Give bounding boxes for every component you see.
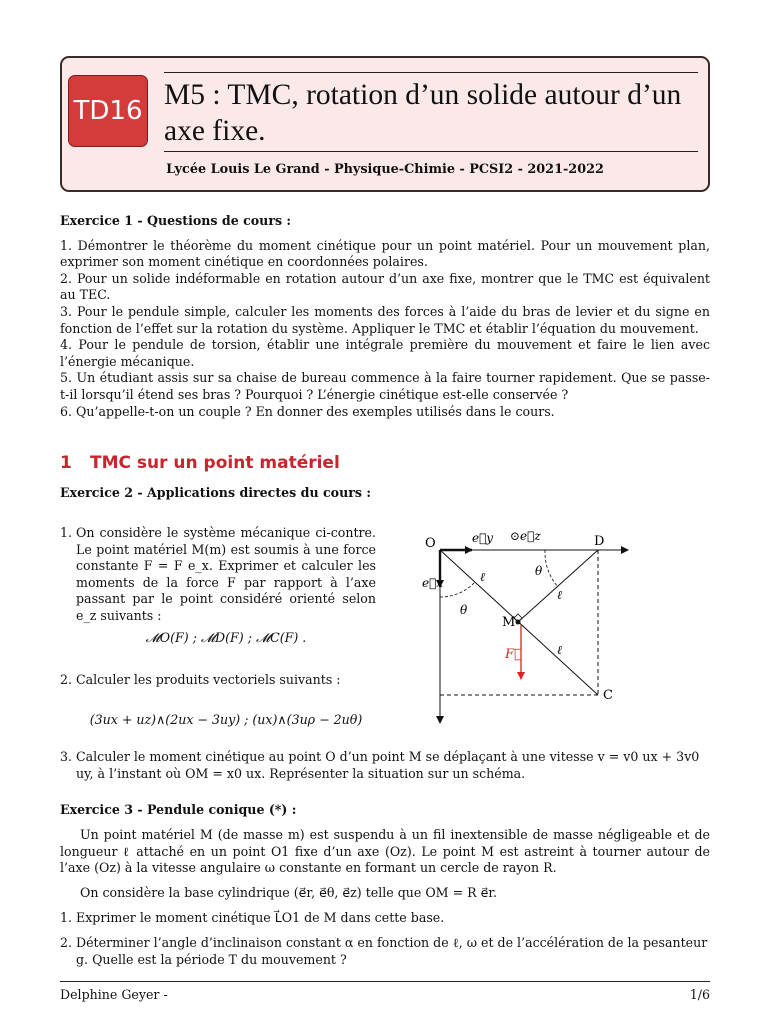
section-title: TMC sur un point matériel xyxy=(90,453,340,473)
footer-page-number: 1/6 xyxy=(689,987,710,1002)
td-badge: TD16 xyxy=(68,75,148,147)
label-ell-DM: ℓ xyxy=(557,588,562,602)
ex2-item-2-math: (3ux + uz)∧(2ux − 3uy) ; (ux)∧(3uρ − 2uθ) xyxy=(89,712,363,727)
ex2-item-3-number: 3. xyxy=(60,749,73,764)
label-ez: ⊙e⃗z xyxy=(510,529,541,543)
label-D: D xyxy=(594,534,605,549)
ex1-item: 6. Qu’appelle-t-on un couple ? En donner des exemples utilisés dans le cours. xyxy=(60,403,555,419)
ex2-item-3 xyxy=(60,749,710,782)
label-F: F⃗ xyxy=(505,647,522,662)
mechanics-figure xyxy=(410,525,640,730)
title-rule-bottom xyxy=(164,151,698,152)
ex2-item-2-number: 2. xyxy=(60,672,73,687)
label-theta-O: θ xyxy=(460,603,468,617)
title-rule-top xyxy=(164,72,698,73)
page-title: M5 : TMC, rotation d’un solide autour d’un axe fixe. xyxy=(164,79,682,147)
label-M: M xyxy=(502,615,516,630)
label-ey: e⃗y xyxy=(472,531,494,545)
ex3-item-2 xyxy=(60,935,710,968)
ex3-item-1-text: Exprimer le moment cinétique L⃗O1 de M dans cette base. xyxy=(76,910,445,925)
label-ell-OM: ℓ xyxy=(480,570,485,584)
exercise-3-para-2: On considère la base cylindrique (e⃗r, e⃗θ, e⃗z) telle que OM = R e⃗r. xyxy=(80,885,498,900)
ex1-item: 2. Pour un solide indéformable en rotation autour d’un axe fixe, montrer que le TMC est équivalent au TEC. xyxy=(60,270,710,303)
line-DM xyxy=(518,550,598,622)
ex2-item-2 xyxy=(60,672,376,689)
exercise-3-heading: Exercice 3 - Pendule conique (*) : xyxy=(60,802,297,817)
footer-rule xyxy=(60,981,710,982)
title-box xyxy=(60,56,710,192)
ex3-item-2-number: 2. xyxy=(60,935,73,950)
ex3-item-2-text: Déterminer l’angle d’inclinaison constant α en fonction de ℓ, ω et de l’accélération de la pesanteur g. Quelle est la période T du mouvement ? xyxy=(76,935,708,967)
ex1-item: 4. Pour le pendule de torsion, établir une intégrale première du mouvement et faire le lien avec l’énergie mécanique. xyxy=(60,337,710,369)
theta-arc-D xyxy=(545,550,558,587)
label-C: C xyxy=(603,688,613,703)
exercise-3-para-1: Un point matériel M (de masse m) est suspendu à un fil inextensible de masse négligeable et de longueur ℓ attaché en un point O1 fixe d’un axe (Oz). Le point M est astreint à tourner autour de l’axe (Oz) à la vitesse angulaire ω constante en formant un cercle de rayon R. xyxy=(60,827,710,876)
ex1-item: 5. Un étudiant assis sur sa chaise de bureau commence à la faire tourner rapidement. Que se passe-t-il lorsqu’il étend ses bras ? Pourquoi ? L’énergie cinétique est-elle conservée ? xyxy=(60,370,710,402)
ex2-item-1-math: 𝓜O(F) ; 𝓜D(F) ; 𝓜C(F) . xyxy=(145,630,307,645)
ex2-item-3-text: Calculer le moment cinétique au point O d’un point M se déplaçant à une vitesse v = v0 ux + 3v0 uy, à l’instant où OM = x0 ux. Représenter la situation sur un schéma. xyxy=(76,749,700,781)
exercise-2-heading-bold: Exercice 2 - Applications directes du cours : xyxy=(60,485,371,500)
ex1-item: 1. Démontrer le théorème du moment cinétique pour un point matériel. Pour un mouvement plan, exprimer son moment cinétique en coordonnées polaires. xyxy=(60,237,710,270)
footer-author: Delphine Geyer - xyxy=(60,987,168,1002)
label-ex: e⃗x xyxy=(422,576,444,590)
exercise-1-list xyxy=(60,238,710,421)
section-number: 1 xyxy=(60,453,72,473)
label-O: O xyxy=(425,536,436,551)
ex2-item-2-text: Calculer les produits vectoriels suivants : xyxy=(76,672,341,687)
page-subtitle: Lycée Louis Le Grand - Physique-Chimie - PCSI2 - 2021-2022 xyxy=(166,162,604,177)
ex2-item-1 xyxy=(60,525,376,625)
point-M xyxy=(516,620,521,625)
ex3-item-1-number: 1. xyxy=(60,910,73,925)
label-theta-D: θ xyxy=(535,564,543,578)
ex1-item: 3. Pour le pendule simple, calculer les moments des forces à l’aide du bras de levier et du signe en fonction de l’effet sur la rotation du système. Appliquer le TMC et établir l’équation du mouvement. xyxy=(60,303,710,336)
ex2-item-1-text: On considère le système mécanique ci-contre. Le point matériel M(m) est soumis à une force constante F = F e_x. Exprimer et calculer les moments de la force F par rapport à l’axe passant par le point considéré orienté selon e_z suivants : xyxy=(76,525,376,623)
exercise-1 xyxy=(60,213,710,420)
section-heading xyxy=(60,455,340,472)
exercise-1-heading: Exercice 1 - Questions de cours : xyxy=(60,213,292,228)
label-ell-MC: ℓ xyxy=(557,643,562,657)
theta-arc-O xyxy=(440,582,475,597)
ex2-item-1-number: 1. xyxy=(60,525,73,540)
ex3-item-1 xyxy=(60,910,710,927)
